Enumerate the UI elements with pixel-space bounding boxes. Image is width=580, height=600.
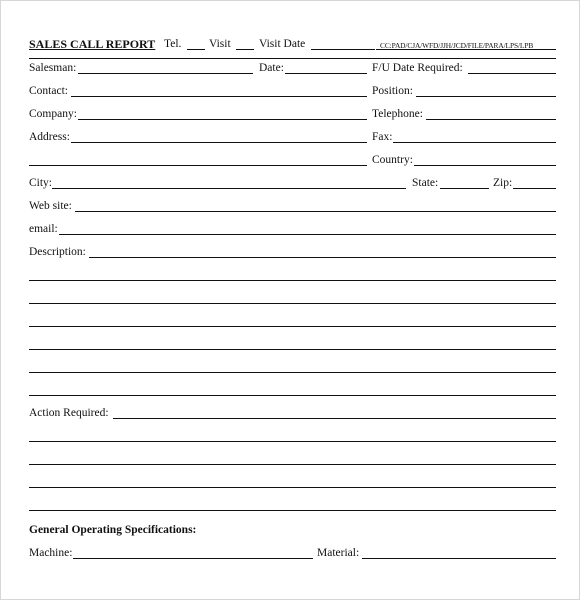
description-line[interactable] [29, 349, 556, 350]
form-title: SALES CALL REPORT [29, 37, 156, 51]
email-field[interactable] [59, 234, 556, 235]
telephone-field[interactable] [426, 119, 556, 120]
address-line-2-field[interactable] [29, 165, 367, 166]
description-line[interactable] [29, 395, 556, 396]
action-required-line[interactable] [29, 464, 556, 465]
visit-date-label: Visit Date [259, 38, 306, 50]
city-label: City: [29, 177, 53, 189]
date-label: Date: [259, 62, 284, 74]
general-specs-heading: General Operating Specifications: [29, 524, 197, 536]
fu-date-field[interactable] [468, 73, 556, 74]
action-required-line[interactable] [29, 487, 556, 488]
state-label: State: [412, 177, 439, 189]
email-label: email: [29, 223, 58, 235]
description-line[interactable] [29, 303, 556, 304]
position-label: Position: [372, 85, 413, 97]
action-required-line[interactable] [29, 441, 556, 442]
address-field[interactable] [71, 142, 367, 143]
action-required-field[interactable] [113, 418, 556, 419]
machine-field[interactable] [73, 558, 313, 559]
material-label: Material: [317, 547, 360, 559]
country-field[interactable] [414, 165, 556, 166]
position-field[interactable] [416, 96, 556, 97]
description-line[interactable] [29, 326, 556, 327]
description-field[interactable] [89, 257, 556, 258]
cc-distribution: CC:PAD/CJA/WFD/JJH/JCD/FILE/PARA/LPS/LPB [380, 41, 534, 50]
tel-label: Tel. [164, 38, 182, 50]
header-divider [29, 58, 556, 59]
company-label: Company: [29, 108, 77, 120]
visit-date-field[interactable] [311, 49, 375, 50]
action-required-label: Action Required: [29, 407, 109, 419]
machine-label: Machine: [29, 547, 73, 559]
fu-date-label: F/U Date Required: [372, 62, 463, 74]
material-field[interactable] [362, 558, 556, 559]
tel-checkbox-line[interactable] [187, 49, 205, 50]
country-label: Country: [372, 154, 413, 166]
telephone-label: Telephone: [372, 108, 423, 120]
salesman-field[interactable] [78, 73, 253, 74]
date-field[interactable] [285, 73, 367, 74]
website-label: Web site: [29, 200, 72, 212]
description-line[interactable] [29, 372, 556, 373]
contact-label: Contact: [29, 85, 68, 97]
city-field[interactable] [52, 188, 406, 189]
description-label: Description: [29, 246, 86, 258]
website-field[interactable] [75, 211, 556, 212]
description-line[interactable] [29, 280, 556, 281]
visit-checkbox-line[interactable] [236, 49, 254, 50]
fax-field[interactable] [393, 142, 556, 143]
zip-field[interactable] [513, 188, 556, 189]
company-field[interactable] [78, 119, 367, 120]
zip-label: Zip: [493, 177, 513, 189]
action-required-line[interactable] [29, 510, 556, 511]
visit-label: Visit [209, 38, 231, 50]
contact-field[interactable] [71, 96, 367, 97]
cc-underline [376, 49, 556, 50]
state-field[interactable] [440, 188, 489, 189]
fax-label: Fax: [372, 131, 393, 143]
salesman-label: Salesman: [29, 62, 77, 74]
address-label: Address: [29, 131, 70, 143]
